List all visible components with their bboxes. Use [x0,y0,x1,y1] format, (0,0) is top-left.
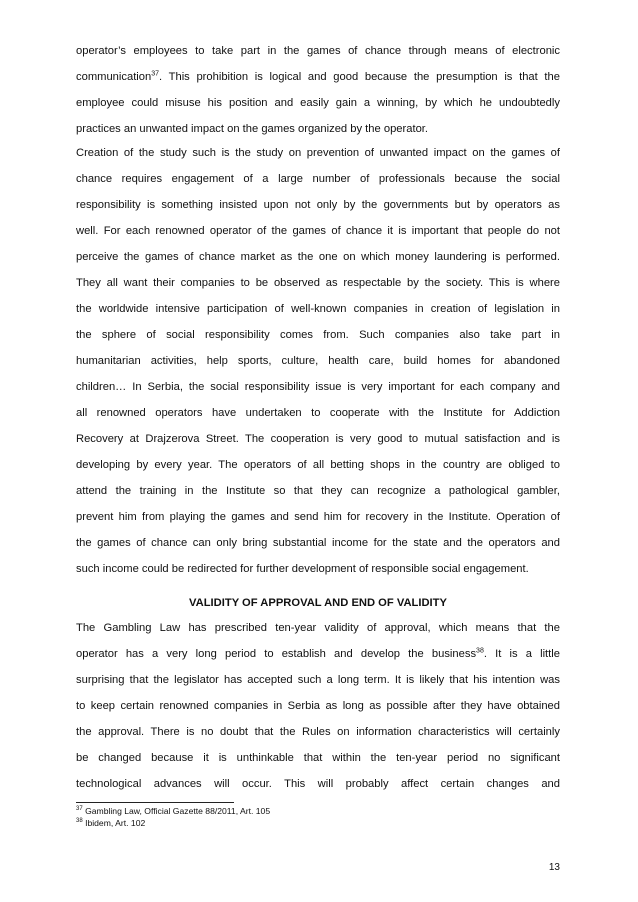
footnote-37: $^{37}$ Gambling Law, Official Gazette 88/2011, Art. 105 [76,806,271,816]
text-line: prevent him from playing the games and send him for recovery in the Institute. Operation of [76,511,560,523]
text-line: The Gambling Law has prescribed ten-year validity of approval, which means that the [76,622,560,634]
footnote-38: $^{38}$ Ibidem, Art. 102 [76,818,146,828]
text-line: They all want their companies to be observed as respectable by the society. This is where [76,277,560,289]
footnote-ref-37: 37 [151,70,160,78]
footnote-divider [76,802,234,803]
text-line: all renowned operators have undertaken to cooperate with the Institute for Addiction [76,407,560,419]
text-line: practices an unwanted impact on the games organized by the operator. [76,123,429,135]
text-line: Recovery at Drajzerova Street. The cooperation is very good to mutual satisfaction and is [76,433,560,445]
text-line: Creation of the study such is the study on prevention of unwanted impact on the games of [76,147,560,159]
text-line: the approval. There is no doubt that the Rules on information characteristics will certainly [76,726,560,738]
text-line: to keep certain renowned companies in Serbia as long as possible after they have obtained [76,700,560,712]
text-line: such income could be redirected for further development of responsible social engagement. [76,563,529,575]
text-line: operator has a very long period to establish and develop the business$^{38}$. It is a little [76,647,560,660]
text-line: humanitarian activities, help sports, culture, health care, build homes for abandoned [76,355,560,367]
page-number: 13 [548,862,560,873]
text-line: children… In Serbia, the social responsibility issue is very important for each company and [76,381,560,393]
text-line: chance requires engagement of a large number of professionals because the social [76,173,560,185]
text-line: well. For each renowned operator of the games of chance it is important that people do not [76,225,560,237]
text-line: be changed because it is unthinkable that within the ten-year period no significant [76,752,560,764]
section-heading: VALIDITY OF APPROVAL AND END OF VALIDITY [189,597,447,609]
text-line: surprising that the legislator has accepted such a long term. It is likely that his intention was [76,674,560,686]
text-line: the sphere of social responsibility comes from. Such companies also take part in [76,329,560,341]
footnote-ref-38: 38 [476,647,484,655]
text-line: the worldwide intensive participation of well-known companies in creation of legislation in [76,303,560,315]
text-line: the games of chance can only bring substantial income for the state and the operators and [76,537,560,549]
text-line: developing by every year. The operators of all betting shops in the country are obliged to [76,459,560,471]
text-line: operator’s employees to take part in the games of chance through means of electronic [76,45,560,57]
text-line: employee could misuse his position and easily gain a winning, by which he undoubtedly [76,97,560,109]
text-line: communication$^{37}$. This prohibition is logical and good because the presumption is that the [76,70,560,83]
text-line: perceive the games of chance market as the one on which money laundering is performed. [76,251,560,263]
text-line: technological advances will occur. This will probably affect certain changes and [76,778,560,790]
text-line: attend the training in the Institute so that they can recognize a pathological gambler, [76,485,560,497]
text-line: responsibility is something insisted upon not only by the governments but by operators as [76,199,560,211]
